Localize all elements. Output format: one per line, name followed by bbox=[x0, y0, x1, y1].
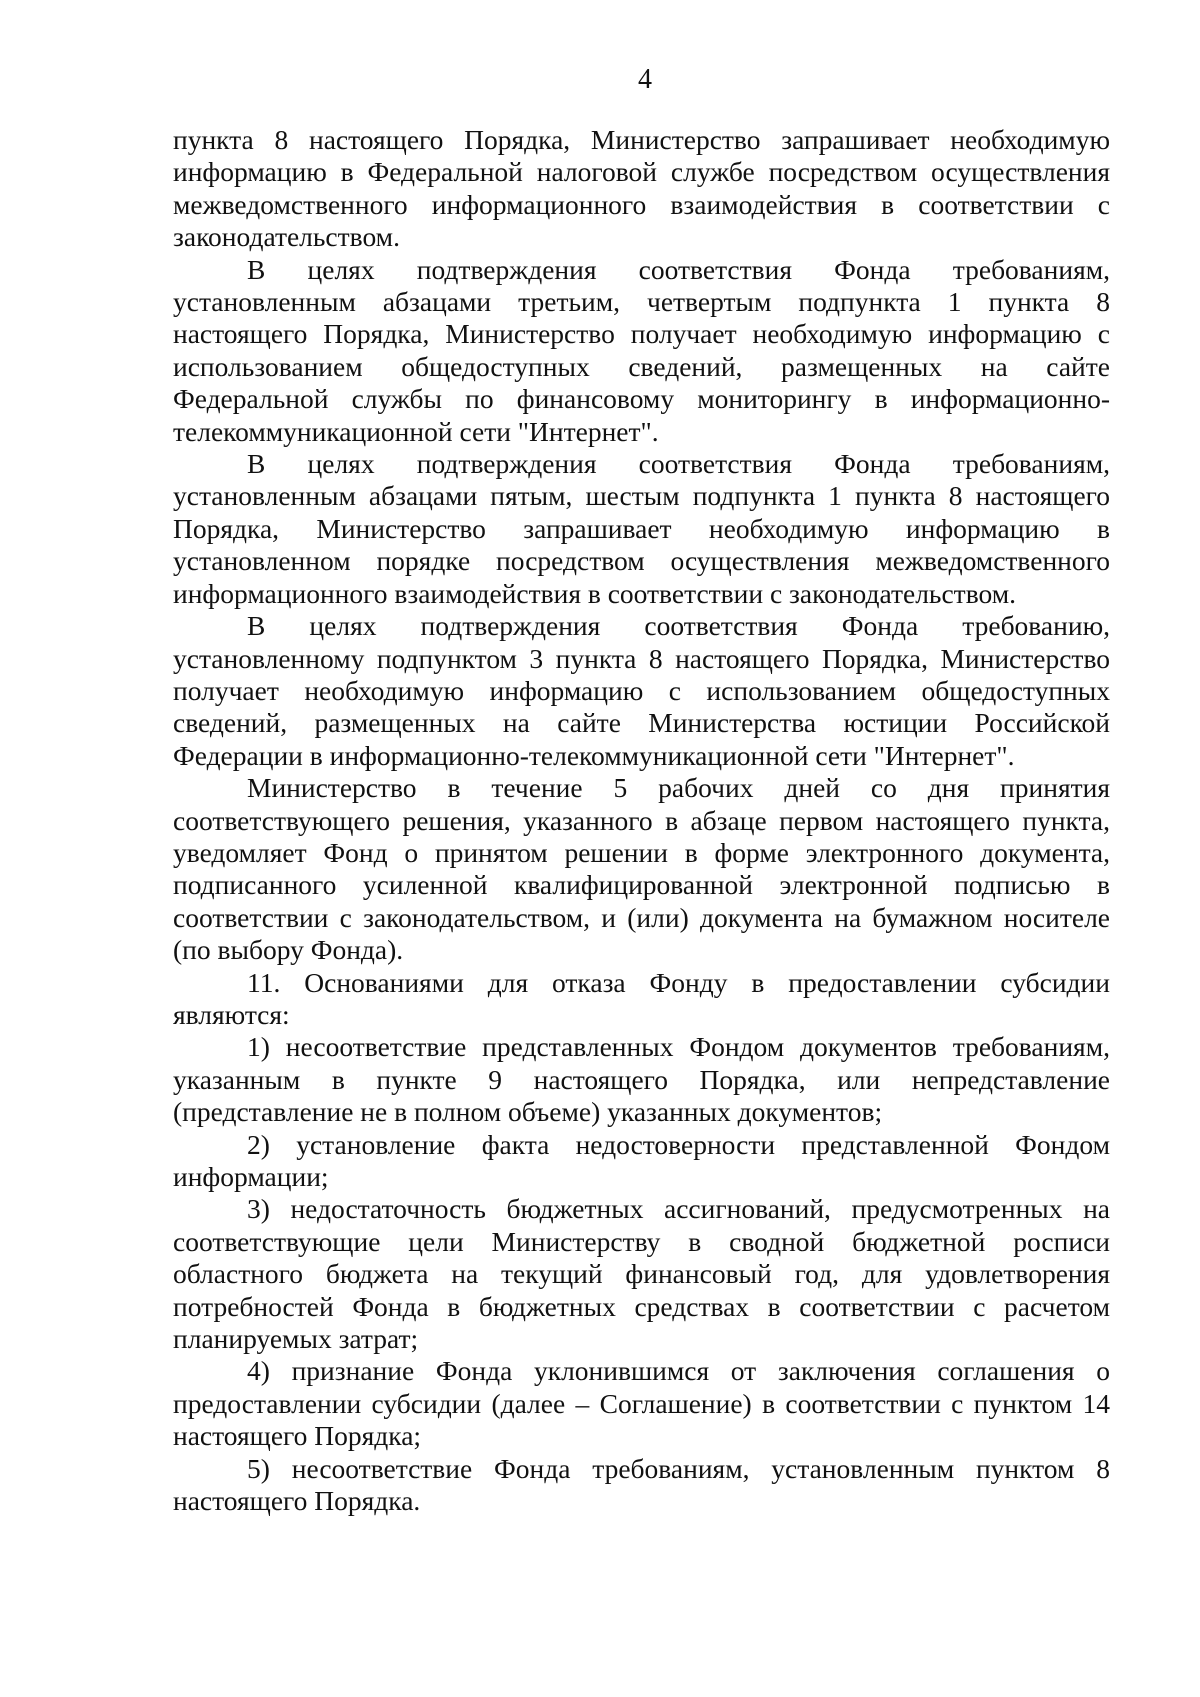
list-item-1: 1) несоответствие представленных Фондом документов требованиям, указанным в пункте 9 настоящего Порядка, или непредставление (представление не в полном объеме) указанных документов; bbox=[173, 1031, 1110, 1128]
list-item-5: 5) несоответствие Фонда требованиям, установленным пунктом 8 настоящего Порядка. bbox=[173, 1452, 1110, 1517]
paragraph-item-11: 11. Основаниями для отказа Фонду в предоставлении субсидии являются: bbox=[173, 966, 1110, 1030]
paragraph-justice-ministry: В целях подтверждения соответствия Фонда требованию, установленному подпунктом 3 пункта 8 настоящего Порядка, Министерство получает необходимую информацию с использованием общедоступных сведений, размещенных на сайте Министерства юстиции Российской Федерации в информационно-телекоммуникационной сети "Интернет". bbox=[173, 610, 1110, 771]
paragraph-interagency-request: В целях подтверждения соответствия Фонда требованиям, установленным абзацами пятым, шестым подпункта 1 пункта 8 настоящего Порядка, Министерство запрашивает необходимую информацию в установленном порядке посредством осуществления межведомственного информационного взаимодействия в соответствии с законодательством. bbox=[173, 448, 1110, 609]
paragraph-notification: Министерство в течение 5 рабочих дней со дня принятия соответствующего решения, указанного в абзаце первом настоящего пункта, уведомляет Фонд о принятом решении в форме электронного документа, подписанного усиленной квалифицированной электронной подписью в соответствии с законодательством, и (или) документа на бумажном носителе (по выбору Фонда). bbox=[173, 772, 1110, 966]
list-item-4: 4) признание Фонда уклонившимся от заключения соглашения о предоставлении субсидии (далее – Соглашение) в соответствии с пунктом 14 настоящего Порядка; bbox=[173, 1355, 1110, 1452]
paragraph-continuation: пункта 8 настоящего Порядка, Министерство запрашивает необходимую информацию в Федеральной налоговой службе посредством осуществления межведомственного информационного взаимодействия в соответствии с законодательством. bbox=[173, 124, 1110, 253]
list-item-2: 2) установление факта недостоверности представленной Фондом информации; bbox=[173, 1128, 1110, 1192]
page-number: 4 bbox=[638, 64, 652, 95]
document-body bbox=[173, 124, 1110, 1517]
paragraph-fns-confirmation: В целях подтверждения соответствия Фонда требованиям, установленным абзацами третьим, четвертым подпункта 1 пункта 8 настоящего Порядка, Министерство получает необходимую информацию с использованием общедоступных сведений, размещенных на сайте Федеральной службы по финансовому мониторингу в информационно-телекоммуникационной сети "Интернет". bbox=[173, 253, 1110, 447]
list-item-3: 3) недостаточность бюджетных ассигнований, предусмотренных на соответствующие цели Министерству в сводной бюджетной росписи областного бюджета на текущий финансовый год, для удовлетворения потребностей Фонда в бюджетных средствах в соответствии с расчетом планируемых затрат; bbox=[173, 1193, 1110, 1355]
